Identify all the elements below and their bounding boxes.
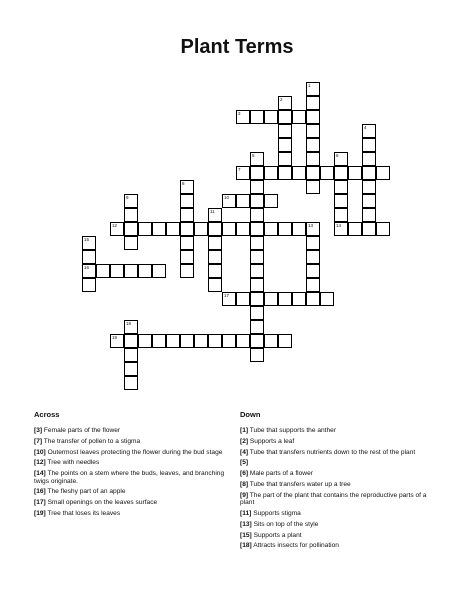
- grid-cell[interactable]: [124, 376, 138, 390]
- clue-text: Supports a leaf: [248, 437, 295, 445]
- grid-cell[interactable]: [180, 180, 194, 194]
- clue-number: [12]: [34, 459, 46, 467]
- grid-cell[interactable]: [306, 180, 320, 194]
- grid-cell[interactable]: [264, 194, 278, 208]
- grid-cell[interactable]: [222, 334, 236, 348]
- grid-cell[interactable]: [124, 264, 138, 278]
- clue-text: Outermost leaves protecting the flower during the bud stage: [45, 448, 223, 456]
- clue-text: The fleshy part of an apple: [45, 488, 126, 496]
- clue-item: [240, 492, 440, 507]
- grid-cell[interactable]: [222, 292, 236, 306]
- grid-cell[interactable]: [222, 194, 236, 208]
- grid-cell[interactable]: [292, 222, 306, 236]
- clue-item: [240, 532, 440, 539]
- grid-cell[interactable]: [250, 180, 264, 194]
- clue-number: [5]: [240, 459, 249, 467]
- grid-cell[interactable]: [306, 292, 320, 306]
- clue-item: [240, 481, 440, 488]
- grid-cell[interactable]: [264, 110, 278, 124]
- clue-text: Tube that transfers nutrients down to the rest of the plant: [248, 448, 416, 456]
- clue-item: [240, 521, 440, 528]
- grid-cell[interactable]: [208, 222, 222, 236]
- grid-cell[interactable]: [376, 166, 390, 180]
- clue-number: [17]: [34, 499, 46, 507]
- clue-item: [34, 470, 239, 485]
- clue-text: The points on a stem where the buds, leaves, and branching twigs originate.: [34, 470, 225, 485]
- clue-item: [240, 542, 440, 549]
- clue-number-label: 2: [280, 97, 283, 102]
- grid-cell[interactable]: [278, 334, 292, 348]
- clue-text: Sits on top of the style: [251, 520, 319, 528]
- grid-cell[interactable]: [306, 250, 320, 264]
- grid-cell[interactable]: [180, 208, 194, 222]
- clue-item: [240, 459, 440, 466]
- clue-item: [34, 488, 239, 495]
- grid-cell[interactable]: [250, 320, 264, 334]
- grid-cell[interactable]: [138, 222, 152, 236]
- clue-text: Attracts insects for pollination: [251, 542, 339, 550]
- grid-cell[interactable]: [306, 96, 320, 110]
- grid-cell[interactable]: [250, 194, 264, 208]
- clue-text: Tree that loses its leaves: [45, 509, 121, 517]
- grid-cell[interactable]: [306, 236, 320, 250]
- grid-cell[interactable]: [180, 236, 194, 250]
- grid-cell[interactable]: [278, 292, 292, 306]
- clue-item: [240, 438, 440, 445]
- clue-text: Tube that transfers water up a tree: [248, 480, 351, 488]
- clue-number: [10]: [34, 448, 46, 456]
- grid-cell[interactable]: [376, 222, 390, 236]
- clue-item: [240, 470, 440, 477]
- grid-cell[interactable]: [250, 110, 264, 124]
- grid-cell[interactable]: [124, 320, 138, 334]
- clue-number-label: 18: [126, 321, 132, 326]
- grid-cell[interactable]: [208, 208, 222, 222]
- clue-number: [1]: [240, 427, 249, 434]
- grid-cell[interactable]: [264, 292, 278, 306]
- clue-text: Female parts of the flower: [42, 427, 121, 434]
- grid-cell[interactable]: [208, 250, 222, 264]
- clue-text: Small openings on the leaves surface: [45, 499, 158, 507]
- grid-cell[interactable]: [348, 166, 362, 180]
- clue-number-label: 10: [224, 195, 230, 200]
- grid-cell[interactable]: [250, 208, 264, 222]
- clue-item: [240, 427, 440, 434]
- clue-number-label: 5: [252, 153, 255, 158]
- clue-item: [34, 499, 239, 506]
- grid-cell[interactable]: [124, 334, 138, 348]
- clue-text: Tree with needles: [45, 459, 100, 467]
- grid-cell[interactable]: [110, 222, 124, 236]
- clue-number: [15]: [240, 531, 252, 539]
- grid-cell[interactable]: [180, 222, 194, 236]
- clue-item: [34, 510, 239, 517]
- clue-number: [11]: [240, 509, 252, 517]
- grid-cell[interactable]: [278, 138, 292, 152]
- clue-number: [8]: [240, 480, 249, 488]
- clue-number-label: 11: [210, 209, 215, 214]
- grid-cell[interactable]: [96, 264, 110, 278]
- down-clue-list: [240, 427, 440, 553]
- grid-cell[interactable]: [236, 292, 250, 306]
- across-clue-list: [34, 427, 239, 521]
- grid-cell[interactable]: [306, 152, 320, 166]
- clue-item: [34, 459, 239, 466]
- clue-item: [34, 427, 239, 434]
- grid-cell[interactable]: [278, 96, 292, 110]
- clue-number: [13]: [240, 520, 252, 528]
- clue-text: The transfer of pollen to a stigma: [42, 437, 141, 445]
- clue-item: [240, 510, 440, 517]
- grid-cell[interactable]: [208, 236, 222, 250]
- grid-cell[interactable]: [138, 264, 152, 278]
- grid-cell[interactable]: [166, 222, 180, 236]
- grid-cell[interactable]: [348, 222, 362, 236]
- grid-cell[interactable]: [264, 334, 278, 348]
- grid-cell[interactable]: [208, 334, 222, 348]
- grid-cell[interactable]: [306, 278, 320, 292]
- grid-cell[interactable]: [138, 334, 152, 348]
- grid-cell[interactable]: [250, 166, 264, 180]
- grid-cell[interactable]: [208, 278, 222, 292]
- grid-cell[interactable]: [152, 222, 166, 236]
- grid-cell[interactable]: [194, 334, 208, 348]
- clue-number-label: 13: [308, 223, 314, 228]
- clue-item: [34, 449, 239, 456]
- grid-cell[interactable]: [250, 222, 264, 236]
- grid-cell[interactable]: [180, 250, 194, 264]
- grid-cell[interactable]: [264, 166, 278, 180]
- grid-cell[interactable]: [250, 264, 264, 278]
- grid-cell[interactable]: [250, 306, 264, 320]
- grid-cell[interactable]: [180, 334, 194, 348]
- grid-cell[interactable]: [250, 250, 264, 264]
- grid-cell[interactable]: [110, 264, 124, 278]
- grid-cell[interactable]: [124, 236, 138, 250]
- clue-number-label: 7: [238, 167, 241, 172]
- grid-cell[interactable]: [194, 222, 208, 236]
- clue-number-label: 6: [336, 153, 339, 158]
- clue-number-label: 17: [224, 293, 230, 298]
- grid-cell[interactable]: [334, 180, 348, 194]
- grid-cell[interactable]: [292, 166, 306, 180]
- clue-number-label: 8: [182, 181, 185, 186]
- grid-cell[interactable]: [292, 292, 306, 306]
- clue-number-label: 3: [238, 111, 241, 116]
- grid-cell[interactable]: [208, 264, 222, 278]
- clue-number: [6]: [240, 470, 249, 478]
- grid-cell[interactable]: [236, 110, 250, 124]
- grid-cell[interactable]: [236, 222, 250, 236]
- clue-number-label: 15: [84, 237, 90, 242]
- grid-cell[interactable]: [82, 264, 96, 278]
- grid-cell[interactable]: [362, 152, 376, 166]
- clue-number-label: 9: [126, 195, 129, 200]
- grid-cell[interactable]: [334, 194, 348, 208]
- clue-text: Supports stigma: [251, 509, 301, 517]
- clue-number: [2]: [240, 437, 249, 445]
- grid-cell[interactable]: [320, 166, 334, 180]
- clue-item: [240, 449, 440, 456]
- clue-number: [4]: [240, 448, 249, 456]
- clue-number: [18]: [240, 542, 252, 550]
- grid-cell[interactable]: [236, 166, 250, 180]
- grid-cell[interactable]: [278, 152, 292, 166]
- grid-cell[interactable]: [124, 208, 138, 222]
- grid-cell[interactable]: [166, 334, 180, 348]
- grid-cell[interactable]: [250, 236, 264, 250]
- grid-cell[interactable]: [250, 292, 264, 306]
- grid-cell[interactable]: [306, 222, 320, 236]
- grid-cell[interactable]: [278, 166, 292, 180]
- grid-cell[interactable]: [334, 166, 348, 180]
- clue-number-label: 16: [84, 265, 90, 270]
- clue-number: [16]: [34, 488, 46, 496]
- clue-number-label: 14: [336, 223, 342, 228]
- grid-cell[interactable]: [222, 222, 236, 236]
- grid-cell[interactable]: [334, 208, 348, 222]
- grid-cell[interactable]: [250, 334, 264, 348]
- grid-cell[interactable]: [278, 124, 292, 138]
- grid-cell[interactable]: [362, 194, 376, 208]
- grid-cell[interactable]: [306, 110, 320, 124]
- grid-cell[interactable]: [82, 250, 96, 264]
- clue-item: [34, 438, 239, 445]
- clue-number: [3]: [34, 427, 43, 434]
- across-heading: Across: [34, 410, 60, 419]
- grid-cell[interactable]: [320, 292, 334, 306]
- clue-number-label: 1: [308, 83, 311, 88]
- grid-cell[interactable]: [362, 124, 376, 138]
- grid-cell[interactable]: [362, 180, 376, 194]
- grid-cell[interactable]: [110, 334, 124, 348]
- grid-cell[interactable]: [250, 152, 264, 166]
- grid-cell[interactable]: [362, 138, 376, 152]
- clue-number: [19]: [34, 509, 46, 517]
- grid-cell[interactable]: [306, 124, 320, 138]
- grid-cell[interactable]: [264, 222, 278, 236]
- grid-cell[interactable]: [306, 264, 320, 278]
- grid-cell[interactable]: [124, 362, 138, 376]
- grid-cell[interactable]: [124, 194, 138, 208]
- clue-text: Supports a plant: [251, 531, 302, 539]
- grid-cell[interactable]: [362, 166, 376, 180]
- clue-text: Tube that supports the anther: [248, 427, 337, 434]
- grid-cell[interactable]: [236, 194, 250, 208]
- grid-cell[interactable]: [152, 264, 166, 278]
- grid-cell[interactable]: [292, 110, 306, 124]
- grid-cell[interactable]: [82, 236, 96, 250]
- clue-number: [9]: [240, 491, 249, 499]
- grid-cell[interactable]: [180, 194, 194, 208]
- grid-cell[interactable]: [180, 264, 194, 278]
- clue-number: [7]: [34, 437, 43, 445]
- grid-cell[interactable]: [124, 222, 138, 236]
- grid-cell[interactable]: [306, 166, 320, 180]
- grid-cell[interactable]: [82, 278, 96, 292]
- grid-cell[interactable]: [250, 348, 264, 362]
- grid-cell[interactable]: [306, 82, 320, 96]
- clue-text: Male parts of a flower: [248, 470, 313, 478]
- puzzle-title: Plant Terms: [180, 36, 294, 58]
- grid-cell[interactable]: [124, 348, 138, 362]
- grid-cell[interactable]: [362, 208, 376, 222]
- clue-number: [14]: [34, 470, 46, 478]
- grid-cell[interactable]: [306, 138, 320, 152]
- grid-cell[interactable]: [362, 222, 376, 236]
- grid-cell[interactable]: [152, 334, 166, 348]
- grid-cell[interactable]: [334, 222, 348, 236]
- clue-number-label: 12: [112, 223, 118, 228]
- clue-number-label: 4: [364, 125, 367, 130]
- grid-cell[interactable]: [278, 222, 292, 236]
- clue-number-label: 19: [112, 335, 118, 340]
- down-heading: Down: [240, 410, 261, 419]
- grid-cell[interactable]: [334, 152, 348, 166]
- clue-text: The part of the plant that contains the reproductive parts of a plant: [240, 491, 427, 507]
- grid-cell[interactable]: [250, 278, 264, 292]
- grid-cell[interactable]: [278, 110, 292, 124]
- grid-cell[interactable]: [236, 334, 250, 348]
